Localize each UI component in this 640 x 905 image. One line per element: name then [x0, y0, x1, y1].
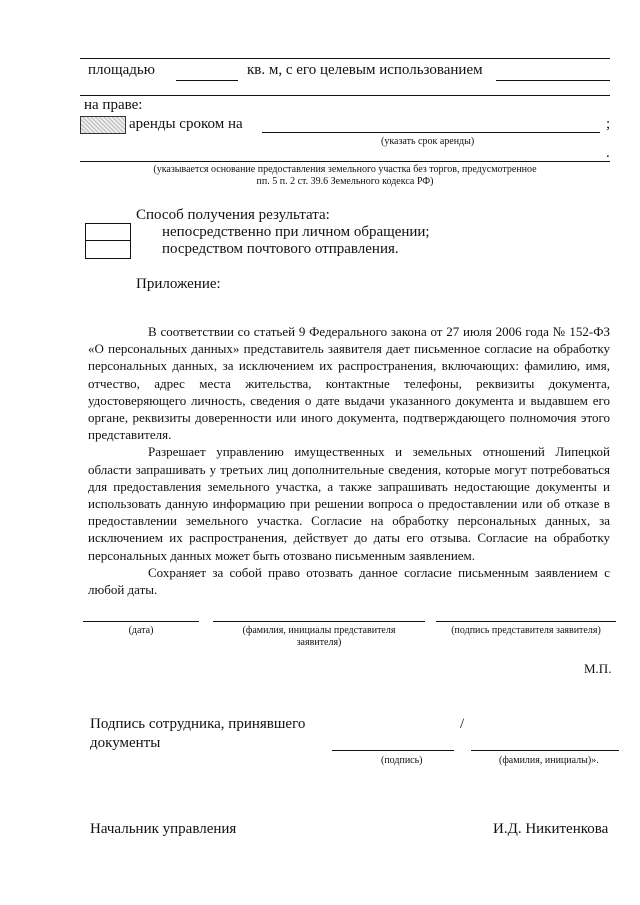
consent-p1-l5: удостоверяющего личность, сведения о дате выдачи указанного документа и выдавшем его	[88, 392, 610, 408]
date-field[interactable]	[83, 621, 199, 622]
employee-label-line1: Подпись сотрудника, принявшего	[90, 716, 306, 732]
usage-label: кв. м, с его целевым использованием	[247, 62, 483, 78]
right-label: на праве:	[84, 97, 143, 113]
consent-p2-l3: предоставления земельного участка, а также запрашивать недостающие документы и	[113, 478, 611, 494]
head-position: Начальник управления	[90, 821, 237, 837]
representative-name-hint-line1: (фамилия, инициалы представителя	[242, 625, 396, 636]
consent-p1-l1: В соответствии со статьей 9 Федерального закона от 27 июля 2006 года № 152-ФЗ	[148, 324, 610, 339]
delivery-option1-checkbox[interactable]	[85, 223, 131, 241]
consent-p1-l6: органе, реквизиты доверенности или иного документа, подтверждающего полномочия этого	[88, 410, 610, 426]
representative-signature-hint: (подпись представителя заявителя)	[451, 625, 601, 636]
delivery-option2-checkbox[interactable]	[85, 240, 131, 259]
consent-p1-l4: отчество, адрес места жительства, контактные телефоны, реквизиты документа,	[88, 375, 610, 391]
consent-paragraph-3	[88, 564, 610, 598]
consent-p2-l4: использовать данную информацию при решении вопроса о предоставлении или об отказе в	[88, 496, 610, 512]
lease-checkbox[interactable]	[80, 116, 126, 134]
right-section-rule	[80, 95, 610, 96]
employee-signature-hint: (подпись)	[381, 755, 423, 766]
consent-p3-l1: Сохраняет за собой право отозвать данное согласие письменным заявлением с любой	[88, 564, 610, 598]
basis-note-line2: пп. 5 п. 2 ст. 39.6 Земельного кодекса РФ)	[256, 176, 434, 187]
consent-paragraph-1	[88, 323, 610, 443]
employee-signature-field[interactable]	[332, 750, 454, 751]
consent-text	[88, 323, 610, 598]
employee-label-line2: документы	[90, 735, 161, 751]
usage-field[interactable]	[496, 80, 610, 81]
head-name: И.Д. Никитенкова	[493, 821, 609, 837]
representative-name-field[interactable]	[213, 621, 425, 622]
date-hint: (дата)	[128, 625, 154, 636]
consent-p3-l2: даты.	[127, 582, 158, 598]
representative-name-hint	[213, 625, 425, 649]
top-rule	[80, 58, 610, 59]
consent-p1-l7: представителя.	[88, 427, 172, 443]
consent-paragraph-2	[88, 443, 610, 563]
lease-term-field[interactable]	[262, 132, 600, 133]
stamp-label: М.П.	[584, 661, 612, 676]
delivery-title: Способ получения результата:	[136, 207, 330, 223]
area-field[interactable]	[176, 80, 238, 81]
representative-signature-field[interactable]	[436, 621, 616, 622]
consent-p2-l2: запрашивать у третьих лиц дополнительные сведения, которые могут потребоваться для	[88, 461, 610, 494]
lease-label: аренды сроком на	[129, 116, 243, 132]
lease-hint: (указать срок аренды)	[381, 136, 475, 147]
basis-field[interactable]	[80, 161, 610, 162]
basis-end-mark: .	[606, 145, 610, 161]
delivery-option2-label: посредством почтового отправления.	[162, 241, 399, 257]
delivery-option1-label: непосредственно при личном обращении;	[162, 224, 430, 240]
consent-p1-l2: «О персональных данных» представитель заявителя дает письменное согласие на обработку	[88, 341, 610, 357]
consent-p2-l6: исключением их распространения, действует до даты его отзыва. Согласие на обработку	[88, 530, 610, 546]
basis-note	[80, 164, 610, 188]
area-label: площадью	[88, 62, 155, 78]
representative-name-hint-line2: заявителя)	[296, 637, 342, 648]
consent-p1-l3: персональных данных, за исключением их распространения, включающих: фамилию, имя,	[88, 358, 610, 374]
basis-note-line1: (указывается основание предоставления земельного участка без торгов, предусмотренное	[153, 164, 537, 175]
employee-slash: /	[460, 716, 465, 732]
employee-name-field[interactable]	[471, 750, 619, 751]
attachment-label: Приложение:	[136, 276, 221, 292]
consent-p2-l7: персональных данных может быть отозвано письменным заявлением.	[88, 547, 476, 563]
consent-p2-l1: Разрешает управлению имущественных и земельных отношений Липецкой области	[88, 444, 610, 477]
consent-p2-l5: предоставлении земельного участка. Согласие на обработку персональных данных, за	[88, 513, 610, 529]
employee-name-hint: (фамилия, инициалы)».	[499, 755, 599, 766]
lease-end-mark: ;	[606, 116, 611, 132]
